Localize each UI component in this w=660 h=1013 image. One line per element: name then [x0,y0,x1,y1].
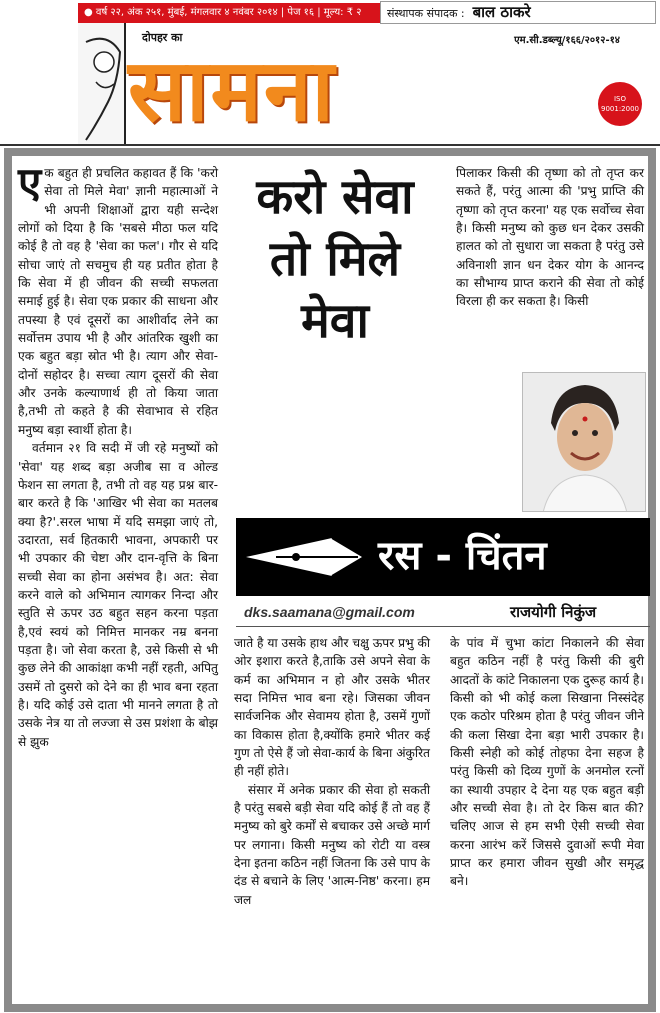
iso-badge: ISO 9001:2000 [598,82,642,126]
byline-divider [236,626,650,627]
author-email[interactable]: dks.saamana@gmail.com [244,604,415,620]
logo-band [78,30,656,146]
author-photo [522,372,646,512]
paragraph: संसार में अनेक प्रकार की सेवा हो सकती है परंतु सबसे बड़ी सेवा यदि कोई हैं तो वह हैं मनुष्य को बुरे कर्मों से बचाकर उसे अच्छे मार्ग पर लगाना। किसी मनुष्य को रोटी या वस्त्र देना इतना कठिन नहीं जितना कि उसे पाप के दंड से बचाने के लिए 'आत्म-निष्ठ' करना। हम जल [234,782,430,907]
article-column-3-bottom [450,634,644,891]
author-name: राजयोगी निकुंज [510,603,597,621]
registration-number: एम.सी.डब्ल्यू/१६६/२०१२-१४ [514,35,620,46]
logo-subtitle: दोपहर का [142,31,183,44]
editor-name: बाल ठाकरे [472,3,531,21]
paragraph-text: क बहुत ही प्रचलित कहावत हैं कि 'करो सेवा तो मिले मेवा' ज्ञानी महात्माओं ने भी अपनी शिक्षाओं द्वारा यही सन्देश लोगों को दिया है कि 'सबसे मीठा फल यदि कोई है तो वह है 'सेवा का फल'। गौर से यदि सोचा जाएं तो सचमुच ही यह प्रतीत होता है कि सेवा में ही जीवन की सच्ची सफलता समाई हुई है। सेवा एक प्रकार की साधना और तपस्या है एवं दूसरों का आशीर्वाद लेने का सर्वोत्तम उपाय भी है और आंतरिक खुशी का एक बहुत बड़ा स्रोत भी है। त्याग और सेवा-दोनों सहोदर है। सच्चा त्याग दूसरों की सेवा और उनके कल्याणार्थ ही तो किया जाता है,तभी तो कहते है की सेवाभाव से रहित मनुष्य बड़ा स्वार्थी होता है। [18,166,218,437]
paragraph: जाते है या उसके हाथ और चक्षु ऊपर प्रभु की ओर इशारा करते है,ताकि उसे अपने सेवा के कर्म का अभिमान न हो और उसके भीतर सदा निमित्त भाव बना रहे। जिसका जीवन सार्वजनिक और सेवामय होता है, उसमें गुणों का विकास होता है,क्योंकि हमारे भीतर कई गुण तो ऐसे हैं जो सेवा-कार्य के बिना अंकुरित ही नहीं होते। [234,636,430,779]
article-column-2 [234,634,430,909]
masthead-rule [0,144,660,146]
column-banner [236,518,650,596]
paragraph [18,158,218,439]
column-title: रस - चिंतन [378,533,547,579]
dropcap: ए [18,158,42,207]
masthead [0,0,660,146]
newspaper-logo: सामना [128,41,336,141]
article-column-3-top [456,164,644,311]
paragraph: के पांव में चुभा कांटा निकालने की सेवा बहुत कठिन नहीं है परंतु किसी की बुरी आदतों के कांटे निकालना एक दुरूह कार्य है। किसी को भी कोई कला सिखाना निस्संदेह एक कठोर परिश्रम होता है परंतु जीवन जीने की कला सिखा देना बड़ा भारी उपकार है। किसी स्नेही को कोई तोहफा देना सहज है परंतु किसी को दिव्य गुणों के अनमोल रत्नों का स्थायी उपहार दे देना यह एक बहुत बड़ी और सच्ची सेवा है। तो देर किस बात की? चलिए आज से हम सभी ऐसी सच्ची सेवा करना आरंभ करें जिससे दुवाओं रूपी मेवा प्राप्त कर हमारा जीवन सुखी और समृद्ध बने। [450,636,644,889]
article-column-1 [18,158,218,751]
editor-credit [380,1,656,24]
pen-nib-icon [236,518,376,596]
issue-line: ● वर्ष २२, अंक २५१, मुंबई, मंगलवार ४ नवंबर २०१४ | पेज १६ | मूल्य: ₹ २ [78,3,578,23]
editor-label: संस्थापक संपादक : [387,7,465,20]
article-headline: करो सेवा तो मिले मेवा [256,169,414,349]
article-frame [4,148,656,1012]
paragraph: पिलाकर किसी की तृष्णा को तो तृप्त कर सकते हैं, परंतु आत्मा की 'प्रभु प्राप्ति की तृष्णा को तृप्त करना' यह एक सर्वोच्च सेवा है। किसी मनुष्य को कुछ धन देकर उसकी हालत को तो सुधारा जा सकता है परंतु उसे अविनाशी ज्ञान धन देकर योग के आनन्द का सौभाग्य प्राप्त कराने की सेवा तो कोई विरला ही कर सकता है। किसी [456,166,644,309]
paragraph: वर्तमान २१ वि सदी में जी रहे मनुष्यों को 'सेवा' यह शब्द बड़ा अजीब सा व ओल्ड फेशन सा लगता है, तभी तो वह यह प्रश्न बार-बार करते है कि 'आखिर भी सेवा का मतलब क्या है?'.सरल भाषा में यदि समझा जाएं तो, उदारता, सर्व हितकारी भावना, अपकारी पर भी उपकार की चेष्टा और दान-वृत्ति के बिना सच्ची सेवा का होना असंभव है। अत: सेवा करने वाले को अभिमान त्यागकर निन्दा और स्तुति से ऊपर उठ बहुत सहन करना पड़ता है,एवं स्वयं को निमित्त मानकर नम्र बनना पड़ता है। जो सेवा करता है, उसे किसी से भी कुछ लेने की आकांक्षा कभी नहीं रहती, अपितु उसमें तो दुसरो को देने का ही भाव बना रहता है। यदि कोई उसे दाता भी मानने लगता है तो उसके नेत्र या तो लज्जा से उस प्रशंशा के बोझ से झुक [18,441,218,749]
